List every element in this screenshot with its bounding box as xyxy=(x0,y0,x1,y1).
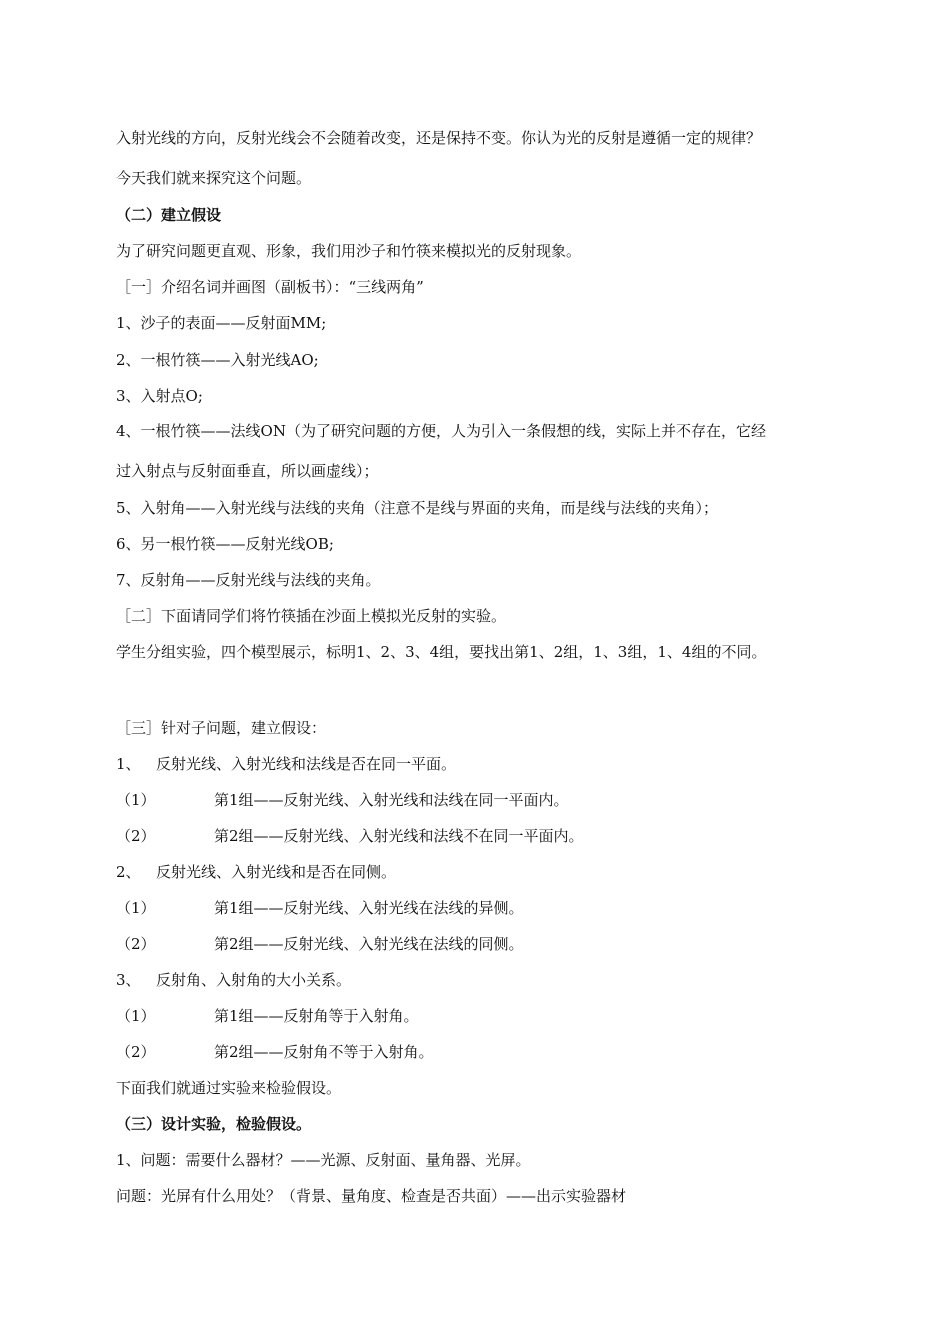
item-number: 3、 xyxy=(116,971,141,989)
paragraph-line: 学生分组实验，四个模型展示，标明1、2、3、4组，要找出第1、2组，1、3组，1、4组的不同。 xyxy=(116,643,767,661)
item-text: 反射光线、入射光线和法线是否在同一平面。 xyxy=(156,755,457,773)
paragraph-line: 问题：光屏有什么用处？（背景、量角度、检查是否共面）——出示实验器材 xyxy=(116,1187,627,1205)
paragraph-line: 为了研究问题更直观、形象，我们用沙子和竹筷来模拟光的反射现象。 xyxy=(116,242,582,260)
section-heading: （三）设计实验，检验假设。 xyxy=(116,1115,312,1133)
paragraph-line: 下面我们就通过实验来检验假设。 xyxy=(116,1079,342,1097)
list-item: 2、一根竹筷——入射光线AO; xyxy=(116,351,319,369)
item-text: 第2组——反射光线、入射光线和法线不在同一平面内。 xyxy=(214,827,584,845)
hypothesis-item xyxy=(116,862,396,882)
hypothesis-subitem xyxy=(116,1042,434,1062)
item-number: （1） xyxy=(116,1007,156,1025)
subsection-heading: ［三］针对子问题，建立假设： xyxy=(116,719,327,737)
item-text: 第2组——反射角不等于入射角。 xyxy=(214,1043,434,1061)
list-item: 5、入射角——入射光线与法线的夹角（注意不是线与界面的夹角，而是线与法线的夹角）； xyxy=(116,499,719,517)
item-text: 第1组——反射光线、入射光线在法线的异侧。 xyxy=(214,899,524,917)
list-item: 7、反射角——反射光线与法线的夹角。 xyxy=(116,571,381,589)
hypothesis-subitem xyxy=(116,934,524,954)
item-text: 第1组——反射光线、入射光线和法线在同一平面内。 xyxy=(214,791,569,809)
paragraph-line: 过入射点与反射面垂直，所以画虚线）； xyxy=(116,462,379,480)
item-number: （1） xyxy=(116,899,156,917)
item-number: 1、 xyxy=(116,755,141,773)
item-number: 2、 xyxy=(116,863,141,881)
hypothesis-item xyxy=(116,970,351,990)
list-item: 6、另一根竹筷——反射光线OB; xyxy=(116,535,334,553)
item-text: 反射光线、入射光线和是否在同侧。 xyxy=(156,863,397,881)
hypothesis-subitem xyxy=(116,790,569,810)
hypothesis-item xyxy=(116,754,456,774)
item-text: 反射角、入射角的大小关系。 xyxy=(156,971,352,989)
paragraph-line: 今天我们就来探究这个问题。 xyxy=(116,169,312,187)
list-item: 4、一根竹筷——法线ON（为了研究问题的方便，人为引入一条假想的线，实际上并不存在，它经 xyxy=(116,422,766,440)
section-heading: （二）建立假设 xyxy=(116,206,222,224)
item-number: （1） xyxy=(116,791,156,809)
list-item: 1、问题：需要什么器材？——光源、反射面、量角器、光屏。 xyxy=(116,1151,531,1169)
subsection-heading: ［一］介绍名词并画图（副板书）：“三线两角” xyxy=(116,278,424,296)
item-text: 第1组——反射角等于入射角。 xyxy=(214,1007,419,1025)
list-item: 3、入射点O; xyxy=(116,387,203,405)
item-number: （2） xyxy=(116,827,156,845)
list-item: 1、沙子的表面——反射面MM; xyxy=(116,314,327,332)
item-number: （2） xyxy=(116,935,156,953)
subsection-heading: ［二］下面请同学们将竹筷插在沙面上模拟光反射的实验。 xyxy=(116,607,507,625)
item-number: （2） xyxy=(116,1043,156,1061)
paragraph-line: 入射光线的方向，反射光线会不会随着改变，还是保持不变。你认为光的反射是遵循一定的规律？ xyxy=(116,129,762,147)
item-text: 第2组——反射光线、入射光线在法线的同侧。 xyxy=(214,935,524,953)
hypothesis-subitem xyxy=(116,1006,419,1026)
hypothesis-subitem xyxy=(116,898,524,918)
hypothesis-subitem xyxy=(116,826,584,846)
